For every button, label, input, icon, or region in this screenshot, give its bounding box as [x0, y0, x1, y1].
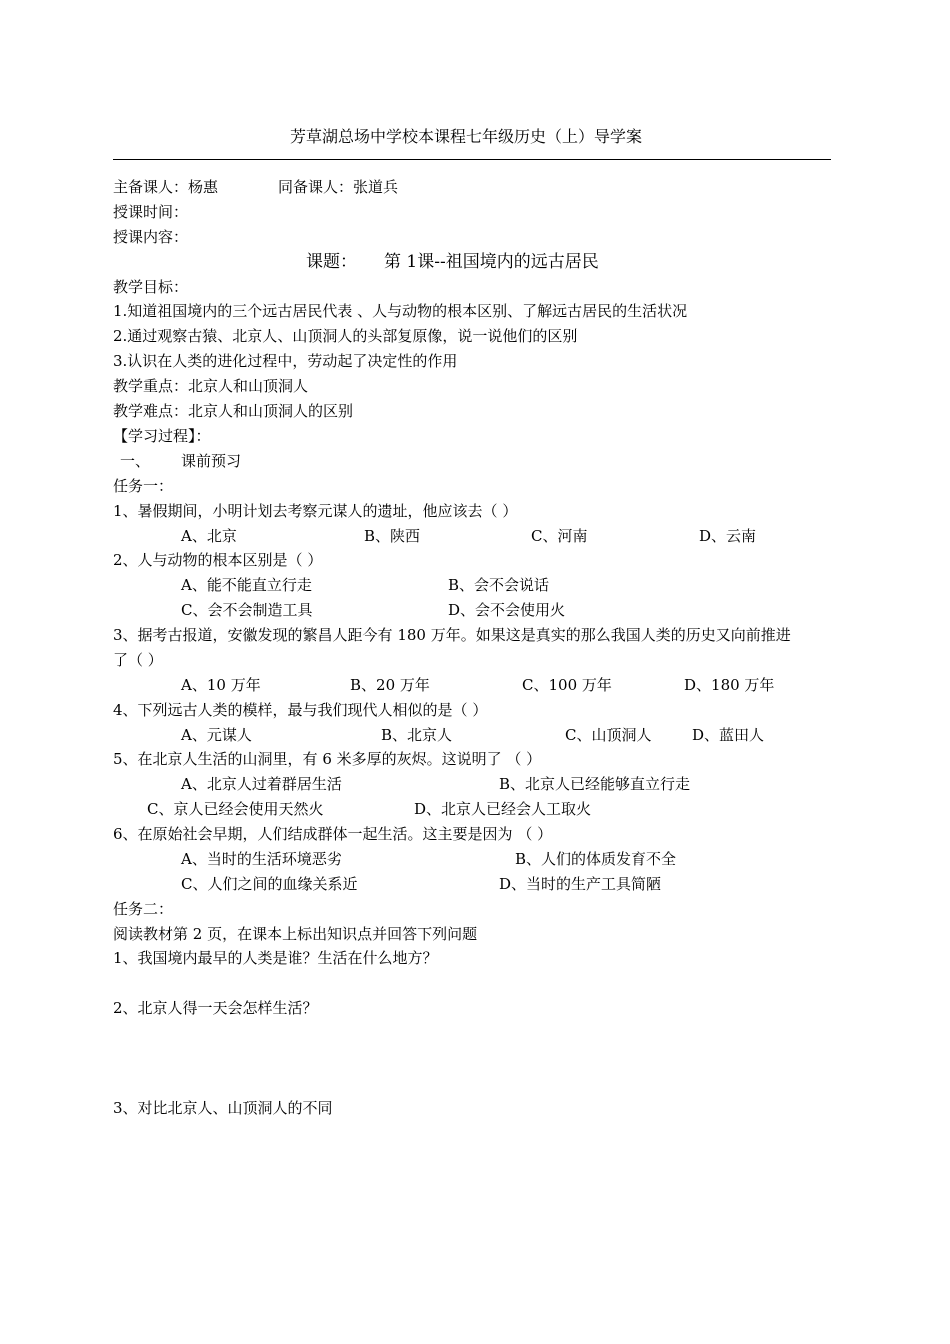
option-b: B、北京人已经能够直立行走 — [499, 775, 691, 793]
question-text: 6、在原始社会早期，人们结成群体一起生活。这主要是因为 （ ） — [113, 825, 553, 843]
option-a: A、元谋人 — [181, 726, 252, 744]
option-a: A、北京 — [181, 527, 237, 545]
task2-heading: 任务二： — [113, 900, 174, 918]
option-a: A、10 万年 — [181, 676, 261, 694]
option-d: D、180 万年 — [684, 676, 775, 694]
objective-item: 3.认识在人类的进化过程中，劳动起了决定性的作用 — [113, 352, 458, 370]
objective-item: 2.通过观察古猿、北京人、山顶洞人的头部复原像，说一说他们的区别 — [113, 327, 578, 345]
task2-question: 1、我国境内最早的人类是谁？生活在什么地方？ — [113, 949, 438, 967]
option-b: B、会不会说话 — [448, 576, 550, 594]
question-text: 2、人与动物的根本区别是（ ） — [113, 551, 323, 569]
question-text: 5、在北京人生活的山洞里，有 6 米多厚的灰烬。这说明了 （ ） — [113, 750, 542, 768]
task2-instruction: 阅读教材第 2 页，在课本上标出知识点并回答下列问题 — [113, 925, 478, 943]
option-d: D、当时的生产工具简陋 — [499, 875, 662, 893]
process-heading: 【学习过程】： — [113, 427, 211, 445]
lesson-label: 课题： — [306, 252, 357, 272]
option-b: B、陕西 — [364, 527, 421, 545]
option-b: B、人们的体质发育不全 — [515, 850, 677, 868]
question-text: 1、暑假期间，小明计划去考察元谋人的遗址，他应该去（ ） — [113, 502, 518, 520]
option-c: C、京人已经会使用天然火 — [147, 800, 324, 818]
objectives-heading: 教学目标： — [113, 278, 189, 296]
question-text-continued: 了（ ） — [113, 651, 163, 669]
co-teacher: 同备课人：张道兵 — [278, 178, 399, 196]
teaching-content-label: 授课内容： — [113, 228, 189, 246]
option-c: C、会不会制造工具 — [181, 601, 313, 619]
teaching-time-label: 授课时间： — [113, 203, 189, 221]
question-text: 3、据考古报道，安徽发现的繁昌人距今有 180 万年。如果这是真实的那么我国人类的历史又向前推进 — [113, 626, 791, 644]
task2-question: 3、对比北京人、山顶洞人的不同 — [113, 1099, 333, 1117]
key-point: 教学重点：北京人和山顶洞人 — [113, 377, 309, 395]
option-d: D、云南 — [699, 527, 757, 545]
option-a: A、当时的生活环境恶劣 — [181, 850, 342, 868]
main-teacher: 主备课人：杨惠 — [113, 178, 219, 196]
objective-item: 1.知道祖国境内的三个远古居民代表 、人与动物的根本区别、了解远古居民的生活状况 — [113, 302, 688, 320]
task2-question: 2、北京人得一天会怎样生活？ — [113, 999, 318, 1017]
document-title: 芳草湖总场中学校本课程七年级历史（上）导学案 — [290, 127, 643, 146]
header-divider — [113, 159, 831, 160]
option-b: B、北京人 — [381, 726, 453, 744]
option-c: C、100 万年 — [522, 676, 612, 694]
option-c: C、山顶洞人 — [565, 726, 652, 744]
lesson-name: 第 1课--祖国境内的远古居民 — [384, 252, 599, 272]
option-d: D、蓝田人 — [692, 726, 765, 744]
option-a: A、北京人过着群居生活 — [181, 775, 342, 793]
task1-heading: 任务一： — [113, 477, 174, 495]
option-c: C、河南 — [531, 527, 588, 545]
option-d: D、北京人已经会人工取火 — [414, 800, 592, 818]
option-b: B、20 万年 — [350, 676, 430, 694]
option-c: C、人们之间的血缘关系近 — [181, 875, 358, 893]
option-d: D、会不会使用火 — [448, 601, 566, 619]
difficult-point: 教学难点：北京人和山顶洞人的区别 — [113, 402, 354, 420]
option-a: A、能不能直立行走 — [181, 576, 312, 594]
section-number: 一、 — [120, 452, 151, 470]
section-title: 课前预习 — [181, 452, 242, 470]
question-text: 4、下列远古人类的模样，最与我们现代人相似的是（ ） — [113, 701, 488, 719]
